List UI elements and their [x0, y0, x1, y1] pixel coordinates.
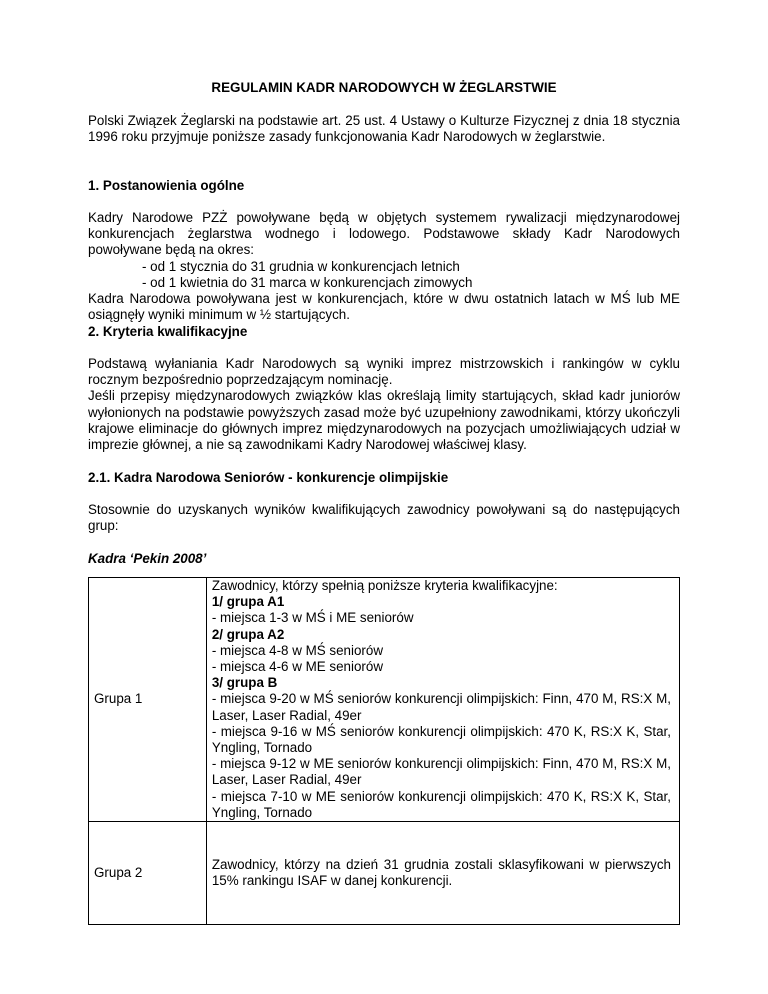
section-2-body	[88, 356, 680, 453]
group-label-cell: Grupa 1	[89, 578, 207, 822]
criteria-subheading: 2/ grupa A2	[211, 626, 285, 642]
section-1-body	[88, 210, 680, 323]
list-item: - od 1 kwietnia do 31 marca w konkurencjach zimowych	[142, 274, 473, 290]
criteria-subheading: 3/ grupa B	[211, 675, 278, 691]
criteria-item: - miejsca 4-6 w ME seniorów	[211, 659, 383, 675]
document-title: REGULAMIN KADR NARODOWYCH W ŻEGLARSTWIE	[211, 80, 557, 95]
groups-table	[88, 577, 680, 925]
list-item: - od 1 stycznia do 31 grudnia w konkurencjach letnich	[142, 258, 460, 274]
section-1-heading: 1. Postanowienia ogólne	[88, 178, 245, 193]
criteria-item: - miejsca 1-3 w MŚ i ME seniorów	[211, 610, 414, 626]
section-1-paragraph: Kadry Narodowe PZŻ powoływane będą w objętych systemem rywalizacji międzynarodowej konkurencjach żeglarstwa wodnego i lodowego. Podstawowe składy Kadr Narodowych powoływane będą na okres:	[88, 210, 680, 258]
section-2-heading: 2. Kryteria kwalifikacyjne	[88, 324, 248, 339]
kadra-subheading: Kadra ‘Pekin 2008’	[88, 551, 207, 566]
group-label-cell: Grupa 2	[89, 822, 207, 925]
criteria-intro: Zawodnicy, którzy spełnią poniższe kryteria kwalifikacyjne:	[211, 578, 558, 593]
group-criteria-cell	[206, 578, 679, 822]
section-2-1-heading: 2.1. Kadra Narodowa Seniorów - konkurencje olimpijskie	[88, 470, 449, 485]
criteria-item: - miejsca 9-20 w MŚ seniorów konkurencji olimpijskich: Finn, 470 M, RS:X M, Laser, Laser Radial, 49er	[211, 691, 671, 723]
criteria-item: - miejsca 9-16 w MŚ seniorów konkurencji olimpijskich: 470 K, RS:X K, Star, Yngling, Tornado	[211, 723, 671, 756]
section-2-paragraph: Podstawą wyłaniania Kadr Narodowych są wyniki imprez mistrzowskich i rankingów w cyklu rocznym bezpośrednio poprzedzającym nominację.	[88, 356, 680, 388]
table-row	[89, 578, 680, 822]
criteria-subheading: 1/ grupa A1	[211, 594, 285, 610]
intro-paragraph: Polski Związek Żeglarski na podstawie art. 25 ust. 4 Ustawy o Kulturze Fizycznej z dnia 18 stycznia 1996 roku przyjmuje poniższe zasady funkcjonowania Kadr Narodowych w żeglarstwie.	[88, 113, 680, 145]
criteria-item: - miejsca 7-10 w ME seniorów konkurencji olimpijskich: 470 K, RS:X K, Star, Yngling, Tornado	[211, 788, 671, 820]
group-criteria-cell: Zawodnicy, którzy na dzień 31 grudnia zostali sklasyfikowani w pierwszych 15% rankingu ISAF w danej konkurencji.	[206, 822, 679, 925]
section-2-paragraph: Jeśli przepisy międzynarodowych związków klas określają limity startujących, skład kadr juniorów wyłonionych na podstawie powyższych zasad może być uzupełniony zawodnikami, którzy ukończyli krajowe eliminacje do głównych imprez międzynarodowych na pozycjach umożliwiających udział w imprezie głównej, a nie są zawodnikami Kadry Narodowej właściwej klasy.	[88, 388, 680, 453]
section-1-paragraph: Kadra Narodowa powoływana jest w konkurencjach, które w dwu ostatnich latach w MŚ lub ME osiągnęły wyniki minimum w ½ startujących.	[88, 291, 680, 323]
section-2-1-paragraph: Stosownie do uzyskanych wyników kwalifikujących zawodnicy powoływani są do następujących grup:	[88, 502, 680, 534]
table-row	[89, 822, 680, 925]
criteria-item: - miejsca 9-12 w ME seniorów konkurencji olimpijskich: Finn, 470 M, RS:X M, Laser, Laser Radial, 49er	[211, 756, 671, 788]
criteria-item: - miejsca 4-8 w MŚ seniorów	[211, 642, 383, 658]
